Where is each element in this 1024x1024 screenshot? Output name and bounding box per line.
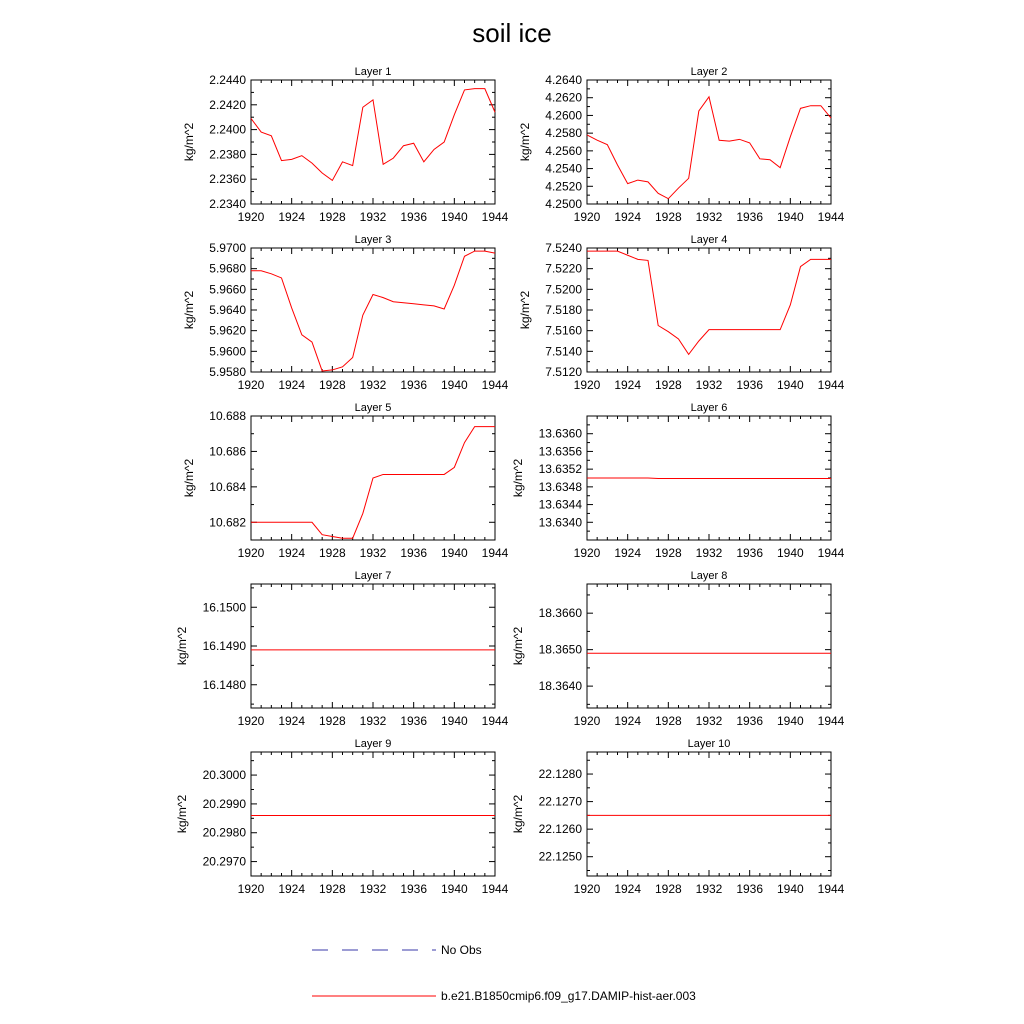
x-tick-label: 1920 bbox=[573, 546, 601, 560]
x-tick-label: 1932 bbox=[695, 210, 723, 224]
y-tick-label: 13.6340 bbox=[538, 515, 582, 530]
plot-frame bbox=[251, 80, 495, 204]
y-tick-label: 5.9600 bbox=[209, 344, 246, 359]
y-axis-label: kg/m^2 bbox=[175, 794, 189, 834]
y-tick-label: 18.3640 bbox=[538, 679, 582, 694]
x-tick-label: 1920 bbox=[573, 714, 601, 728]
panel-title: Layer 3 bbox=[354, 234, 392, 246]
x-tick-label: 1924 bbox=[614, 882, 642, 896]
y-axis-label: kg/m^2 bbox=[175, 626, 189, 666]
x-tick-label: 1932 bbox=[359, 210, 387, 224]
panel-title: Layer 6 bbox=[690, 402, 728, 414]
x-tick-label: 1940 bbox=[776, 546, 804, 560]
panel-9 bbox=[175, 738, 509, 896]
series-line bbox=[587, 251, 831, 354]
y-axis-label: kg/m^2 bbox=[182, 122, 196, 162]
y-tick-label: 2.2400 bbox=[209, 122, 246, 137]
y-tick-label: 4.2500 bbox=[545, 197, 582, 211]
y-tick-label: 13.6352 bbox=[538, 462, 582, 477]
y-tick-label: 20.3000 bbox=[202, 768, 246, 783]
panel-title: Layer 1 bbox=[354, 66, 392, 78]
panel-title: Layer 8 bbox=[690, 570, 728, 582]
plot-frame bbox=[251, 248, 495, 372]
x-tick-label: 1944 bbox=[817, 882, 845, 896]
x-tick-label: 1924 bbox=[278, 546, 306, 560]
panels bbox=[175, 66, 845, 896]
x-tick-label: 1932 bbox=[359, 882, 387, 896]
x-tick-label: 1940 bbox=[440, 210, 468, 224]
x-tick-label: 1920 bbox=[573, 882, 601, 896]
x-tick-label: 1924 bbox=[614, 714, 642, 728]
y-tick-label: 20.2970 bbox=[202, 854, 246, 869]
x-tick-label: 1944 bbox=[817, 714, 845, 728]
legend bbox=[312, 943, 696, 1003]
panel-4 bbox=[518, 234, 845, 392]
y-tick-label: 4.2520 bbox=[545, 179, 582, 194]
x-tick-label: 1944 bbox=[817, 210, 845, 224]
x-tick-label: 1928 bbox=[318, 546, 346, 560]
y-tick-label: 16.1500 bbox=[202, 600, 246, 615]
plot-frame bbox=[251, 584, 495, 708]
y-tick-label: 10.682 bbox=[209, 515, 246, 530]
x-tick-label: 1944 bbox=[481, 882, 509, 896]
x-tick-label: 1940 bbox=[440, 546, 468, 560]
x-tick-label: 1944 bbox=[481, 378, 509, 392]
plot-frame bbox=[251, 752, 495, 876]
x-tick-label: 1944 bbox=[481, 714, 509, 728]
x-tick-label: 1924 bbox=[278, 882, 306, 896]
x-tick-label: 1944 bbox=[481, 546, 509, 560]
series-line bbox=[587, 97, 831, 199]
y-tick-label: 10.686 bbox=[209, 444, 246, 459]
x-tick-label: 1940 bbox=[776, 882, 804, 896]
panel-7 bbox=[175, 570, 509, 728]
x-tick-label: 1924 bbox=[614, 546, 642, 560]
y-tick-label: 13.6348 bbox=[538, 479, 582, 494]
x-tick-label: 1936 bbox=[400, 546, 428, 560]
x-tick-label: 1924 bbox=[278, 714, 306, 728]
panel-title: Layer 4 bbox=[690, 234, 728, 246]
x-tick-label: 1928 bbox=[654, 378, 682, 392]
x-tick-label: 1928 bbox=[318, 210, 346, 224]
x-tick-label: 1924 bbox=[278, 210, 306, 224]
x-tick-label: 1932 bbox=[695, 378, 723, 392]
x-tick-label: 1920 bbox=[573, 210, 601, 224]
y-tick-label: 20.2990 bbox=[202, 796, 246, 811]
x-tick-label: 1936 bbox=[400, 210, 428, 224]
x-tick-label: 1920 bbox=[237, 882, 265, 896]
x-tick-label: 1924 bbox=[278, 378, 306, 392]
panel-title: Layer 10 bbox=[687, 738, 731, 750]
x-tick-label: 1932 bbox=[695, 714, 723, 728]
y-tick-label: 7.5160 bbox=[545, 323, 582, 338]
y-tick-label: 5.9620 bbox=[209, 323, 246, 338]
panel-10 bbox=[511, 738, 845, 896]
series-line bbox=[251, 89, 495, 181]
x-tick-label: 1940 bbox=[776, 714, 804, 728]
panel-title: Layer 7 bbox=[354, 570, 392, 582]
y-tick-label: 5.9580 bbox=[209, 365, 246, 379]
panel-5 bbox=[182, 402, 509, 560]
y-tick-label: 7.5180 bbox=[545, 303, 582, 317]
y-tick-label: 5.9680 bbox=[209, 261, 246, 276]
y-tick-label: 4.2560 bbox=[545, 143, 582, 158]
x-tick-label: 1928 bbox=[318, 378, 346, 392]
y-tick-label: 7.5120 bbox=[545, 365, 582, 379]
x-tick-label: 1920 bbox=[237, 378, 265, 392]
x-tick-label: 1932 bbox=[359, 714, 387, 728]
y-tick-label: 4.2620 bbox=[545, 90, 582, 105]
x-tick-label: 1944 bbox=[817, 546, 845, 560]
y-axis-label: kg/m^2 bbox=[518, 290, 532, 330]
y-tick-label: 13.6360 bbox=[538, 426, 582, 441]
x-tick-label: 1932 bbox=[695, 882, 723, 896]
y-tick-label: 22.1280 bbox=[538, 767, 582, 782]
x-tick-label: 1944 bbox=[817, 378, 845, 392]
panel-title: Layer 9 bbox=[354, 738, 392, 750]
y-tick-label: 5.9700 bbox=[209, 241, 246, 255]
y-tick-label: 22.1260 bbox=[538, 822, 582, 837]
y-tick-label: 4.2540 bbox=[545, 161, 582, 176]
x-tick-label: 1920 bbox=[573, 378, 601, 392]
panel-3 bbox=[182, 234, 509, 392]
y-tick-label: 13.6356 bbox=[538, 444, 582, 459]
x-tick-label: 1936 bbox=[736, 882, 764, 896]
y-tick-label: 16.1490 bbox=[202, 639, 246, 653]
x-tick-label: 1944 bbox=[481, 210, 509, 224]
x-tick-label: 1932 bbox=[359, 378, 387, 392]
series-line bbox=[251, 427, 495, 539]
y-tick-label: 10.684 bbox=[209, 479, 246, 494]
y-tick-label: 2.2340 bbox=[209, 197, 246, 211]
x-tick-label: 1936 bbox=[736, 546, 764, 560]
panel-title: Layer 2 bbox=[690, 66, 728, 78]
y-axis-label: kg/m^2 bbox=[182, 458, 196, 498]
x-tick-label: 1940 bbox=[440, 378, 468, 392]
y-tick-label: 2.2360 bbox=[209, 172, 246, 187]
x-tick-label: 1932 bbox=[359, 546, 387, 560]
plot-frame bbox=[587, 248, 831, 372]
y-tick-label: 2.2380 bbox=[209, 147, 246, 162]
x-tick-label: 1940 bbox=[440, 714, 468, 728]
x-tick-label: 1936 bbox=[400, 714, 428, 728]
y-tick-label: 2.2420 bbox=[209, 97, 246, 112]
y-tick-label: 4.2600 bbox=[545, 108, 582, 123]
y-tick-label: 7.5240 bbox=[545, 241, 582, 255]
x-tick-label: 1928 bbox=[654, 882, 682, 896]
y-tick-label: 7.5220 bbox=[545, 261, 582, 276]
legend-no-obs-label: No Obs bbox=[441, 943, 482, 957]
y-axis-label: kg/m^2 bbox=[182, 290, 196, 330]
x-tick-label: 1920 bbox=[237, 546, 265, 560]
panel-title: Layer 5 bbox=[354, 402, 392, 414]
y-tick-label: 7.5140 bbox=[545, 344, 582, 359]
y-axis-label: kg/m^2 bbox=[518, 122, 532, 162]
y-tick-label: 5.9640 bbox=[209, 303, 246, 317]
x-tick-label: 1920 bbox=[237, 714, 265, 728]
x-tick-label: 1928 bbox=[654, 546, 682, 560]
x-tick-label: 1924 bbox=[614, 378, 642, 392]
panel-2 bbox=[518, 66, 845, 224]
y-axis-label: kg/m^2 bbox=[511, 794, 525, 834]
y-axis-label: kg/m^2 bbox=[511, 458, 525, 498]
figure-title: soil ice bbox=[472, 18, 552, 48]
y-tick-label: 16.1480 bbox=[202, 677, 246, 692]
x-tick-label: 1932 bbox=[695, 546, 723, 560]
x-tick-label: 1928 bbox=[654, 210, 682, 224]
y-tick-label: 13.6344 bbox=[538, 497, 582, 512]
y-tick-label: 10.688 bbox=[209, 409, 246, 423]
y-tick-label: 18.3650 bbox=[538, 642, 582, 657]
y-tick-label: 18.3660 bbox=[538, 606, 582, 621]
y-tick-label: 22.1270 bbox=[538, 794, 582, 809]
y-tick-label: 2.2440 bbox=[209, 73, 246, 87]
y-tick-label: 4.2580 bbox=[545, 126, 582, 141]
y-tick-label: 20.2980 bbox=[202, 825, 246, 840]
y-tick-label: 4.2640 bbox=[545, 73, 582, 87]
y-tick-label: 22.1250 bbox=[538, 849, 582, 864]
x-tick-label: 1940 bbox=[776, 210, 804, 224]
x-tick-label: 1924 bbox=[614, 210, 642, 224]
series-line bbox=[251, 251, 495, 371]
x-tick-label: 1940 bbox=[776, 378, 804, 392]
x-tick-label: 1928 bbox=[318, 714, 346, 728]
y-tick-label: 7.5200 bbox=[545, 282, 582, 297]
x-tick-label: 1936 bbox=[400, 378, 428, 392]
x-tick-label: 1936 bbox=[736, 714, 764, 728]
x-tick-label: 1936 bbox=[736, 210, 764, 224]
panel-1 bbox=[182, 66, 509, 224]
panel-6 bbox=[511, 402, 845, 560]
x-tick-label: 1936 bbox=[736, 378, 764, 392]
y-axis-label: kg/m^2 bbox=[511, 626, 525, 666]
legend-model-label: b.e21.B1850cmip6.f09_g17.DAMIP-hist-aer.003 bbox=[441, 989, 696, 1003]
plot-frame bbox=[587, 584, 831, 708]
x-tick-label: 1940 bbox=[440, 882, 468, 896]
x-tick-label: 1928 bbox=[654, 714, 682, 728]
x-tick-label: 1928 bbox=[318, 882, 346, 896]
panel-8 bbox=[511, 570, 845, 728]
x-tick-label: 1920 bbox=[237, 210, 265, 224]
y-tick-label: 5.9660 bbox=[209, 282, 246, 297]
plot-frame bbox=[587, 752, 831, 876]
x-tick-label: 1936 bbox=[400, 882, 428, 896]
